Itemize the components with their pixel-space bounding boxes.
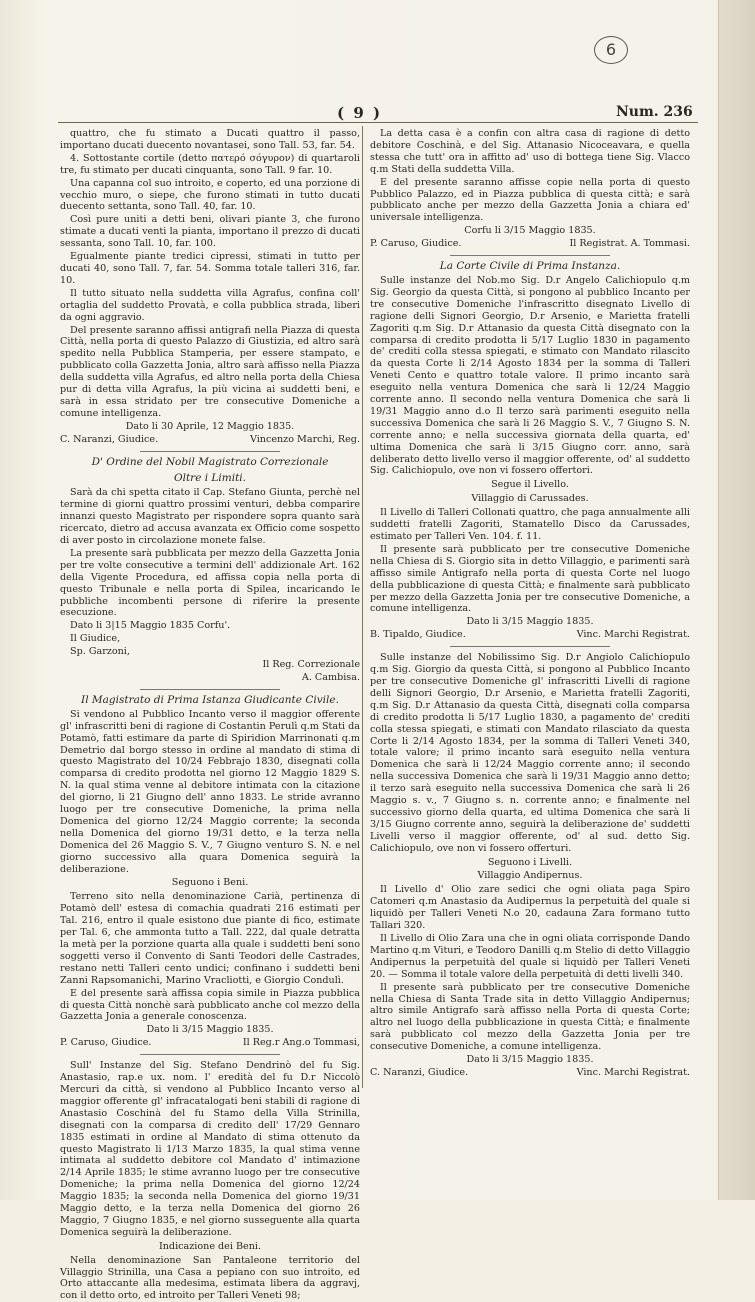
signature-line bbox=[60, 434, 360, 446]
signature-right: A. Cambisa. bbox=[301, 671, 360, 683]
signature-line bbox=[370, 1067, 690, 1079]
date-line: Corfu li 3/15 Maggio 1835. bbox=[464, 225, 596, 237]
section-divider bbox=[450, 255, 610, 256]
page-edge bbox=[718, 0, 755, 1200]
section-divider bbox=[140, 689, 280, 690]
date-line: Dato li 30 Aprile, 12 Maggio 1835. bbox=[125, 420, 295, 432]
subheading: Indicazione dei Beni. bbox=[158, 1240, 262, 1252]
issue-number: Num. 236 bbox=[616, 104, 693, 120]
paragraph: Il presente sarà pubblicato per tre consecutive Domeniche nella Chiesa di S. Giorgio sita in detto Villaggio, e parimenti sarà affisso simile Antigrafo nella porta di questa Corte nel luogo della pubblicazione di questa Città; e finalmente sarà pubblicato per mezzo della Gazzetta Jonia per tre consecutive Domeniche, a comune intelligenza. bbox=[370, 543, 690, 615]
subheading: Seguono i Beni. bbox=[171, 877, 249, 889]
handwritten-page-mark: 6 bbox=[594, 36, 628, 64]
subheading: Villaggio di Carussades. bbox=[471, 493, 589, 505]
paragraph: Sulle instanze del Nobilissimo Sig. D.r Angiolo Calichiopulo q.m Sig. Giorgio da questa Città, si pongono al Pubblico Incanto per tre consecutive Domeniche gl' infrascritti Livelli di ragione delli Signori Georgio, D.r Arsenio, e Marietta fratelli Zagoriti, q.m Sig. D.r Attanasio da questa Città, disegnati colla comparsa di credito prodotta li 5/17 Luglio 1830, a pagamento de' crediti colla stessa spiegati, e stimati con Mandato rilasciato da questa Corte li 2/14 Agosto 1834, per la somma di Talleri Veneti 340, totale valore; il primo incanto sarà eseguito nella ventura Domenica che sarà li 12/24 Maggio corrente anno; il secondo nella successiva Domenica che sarà li 19/31 Maggio anno detto; il terzo sarà eseguito nella successiva Domenica che sarà li 26 Maggio s. v., 7 Giugno s. n. corrente anno; e finalmente nel successivo giorno della quarta, ed ultima Domenica che sarà li 3/15 Giugno corrente anno, seguirà la deliberazione de' suddetti Livelli verso il maggior offerente, od' al sud. detto Sig. Calichiopulo, ove non vi fossero offerturi. bbox=[370, 652, 690, 854]
paragraph: quattro, che fu stimato a Ducati quattro il passo, importano ducati duecento novantasei, sono Tall. 53, far. 54. bbox=[60, 128, 360, 151]
paragraph: La detta casa è a confin con altra casa di ragione di detto debitore Coschinà, e del Sig. Attanasio Nicoceavara, e quella stessa che tutt' ora in affitto ad' uso di bottega tiene Sig. Vlacco q.m Stati della suddetta Villa. bbox=[370, 128, 690, 175]
signature-right: Il Reg. Correzionale bbox=[262, 659, 360, 671]
section-heading: D' Ordine del Nobil Magistrato Correzionale bbox=[91, 455, 329, 468]
paragraph: Sulle instanze del Nob.mo Sig. D.r Angelo Calichiopulo q.m Sig. Georgio da questa Città, si pongono al pubblico Incanto per tre consecutive Domeniche l'infrascritto disegnato Livello di ragione delli Signori Georgio, D.r Arsenio, e Marietta fratelli Zagoriti q.m Sig. D.r Attanasio da questa Città disegnato con la comparsa di credito prodotta li 5/17 Luglio 1830 in pagamento de' crediti colla stessa spiegati, e stimato con Mandato rilascito da questa Corte li 2/14 Agosto 1834 per la somma di Talleri Veneti Cento e quattro totale valore. Il primo incanto sarà eseguito nella ventura Domenica che sarà li 12/24 Maggio corrente anno. Il secondo nella ventura Domenica che sarà li 19/31 Maggio anno d.o Il terzo sarà parimenti eseguito nella successiva Domenica che sarà li 26 Maggio S. V., 7 Giugno S. N. corrente anno; e nella successiva giornata della quarta, ed' ultima Domenica che sarà li 3/15 Giugno corr. anno, sarà deliberato detto livello verso il maggior offerente, od' al suddetto Sig. Calichiopulo, ove non vi fossero offertori. bbox=[370, 274, 690, 477]
subheading: Seguono i Livelli. bbox=[487, 856, 573, 868]
paragraph: 4. Sottostante cortile (detto πατερό σόγυρον) di quartaroli tre, fu stimato per ducati cinquanta, sono Tall. 9 far. 10. bbox=[60, 152, 360, 176]
page-number: ( 9 ) bbox=[337, 104, 383, 122]
date-line: Dato li 3/15 Maggio 1835. bbox=[466, 616, 594, 628]
paragraph: Sarà da chi spetta citato il Cap. Stefano Giunta, perchè nel termine di giorni quattro prossimi venturi, debba comparire innanzi questo Magistrato per rispondere sopra quanto sarà ricercato, dietro ad accusa avanzata ex Officio come sospetto di aver posto in circolazione monete false. bbox=[60, 487, 360, 546]
paragraph: Il Livello d' Olio zare sedici che ogni oliata paga Spiro Catomeri q.m Anastasio da Audipernus la perpetuità del quale si liquidò per Talleri Veneti N.o 20, cadauna Zara formano tutto Tallari 320. bbox=[370, 884, 690, 932]
section-divider bbox=[140, 451, 280, 452]
signature-line bbox=[60, 1037, 360, 1049]
section-heading: Oltre i Limiti. bbox=[173, 472, 246, 485]
section-heading: La Corte Civile di Prima Instanza. bbox=[439, 260, 621, 273]
paragraph: Egualmente piante tredici cipressi, stimati in tutto per ducati 40, sono Tall. 7, far. 54. Somma totale talleri 316, far. 10. bbox=[60, 251, 360, 286]
section-divider bbox=[450, 646, 610, 647]
signature-line bbox=[370, 238, 690, 250]
date-line: Dato li 3/15 Maggio 1835. bbox=[146, 1024, 274, 1036]
signer-registrar: Il Reg.r Ang.o Tommasi, bbox=[242, 1037, 360, 1049]
signer-registrar: Vincenzo Marchi, Reg. bbox=[249, 433, 360, 445]
signer-judge: P. Caruso, Giudice. bbox=[370, 238, 462, 250]
left-column bbox=[60, 128, 360, 1302]
paragraph: Del presente saranno affissi antigrafi nella Piazza di questa Città, nella porta di questo Palazzo di Giustizia, ed altro sarà spedito nella Pubblica Stamperia, per essere stampato, e pubblicato colla Gazzetta Jonia, altro sarà affisso nella Piazza della suddetta villa Agrafus, ed altro nella porta della Chiesa pur di detta villa Agrafus, la più vicina ai suddetti beni, e sarà in essa stridato per tre consecutive Domeniche a comune intelligenza. bbox=[60, 324, 360, 419]
paragraph: Terreno sito nella denominazione Carià, pertinenza di Potamò dell' estesa di comachia quadrati 216 estimati per Tal. 216, entro il quale esistono due piante di fico, estimate per Tal. 6, che ammonta tutto a Tall. 222, dal quale detratta la metà per la porzione quarta alla quale i suddetti beni sono soggetti verso il Convento di Santi Teodori delle Castrades, restano netti Talleri cento undici; confinano i suddetti beni Zanni Rapsomanichi, Marino Vracliotti, e Giorgio Condulì. bbox=[60, 891, 360, 986]
paragraph: Una capanna col suo introito, e coperto, ed una porzione di vecchio muro, o siepe, che furono stimati in tutto ducati duecento settanta, sono Tall. 40, far. 10. bbox=[60, 177, 360, 213]
header-rule bbox=[58, 122, 698, 123]
paragraph: E del presente saranno affisse copie nella porta di questo Pubblico Palazzo, ed in Piazza pubblica di questa città; e sarà pubblicato anche per mezzo della Gazzetta Jonia a chiara ed' universale intelligenza. bbox=[370, 176, 690, 224]
signer-registrar: Il Registrat. A. Tommasi. bbox=[569, 238, 690, 250]
paragraph: Si vendono al Pubblico Incanto verso il maggior offerente gl' infrascritti beni di ragione di Costantin Perulì q.m Stati da Potamò, fatti estimare da parte di Spiridion Marrinonati q.m Demetrio dal borgo stesso in ordine al mandato di stima di questo Magistrato del 10/24 Febbrajo 1830, disegnati colla comparsa di credito prodotta nel giorno 12 Maggio 1829 S. N. la qual stima venne al debitore intimata con la citazione del giorno, li 21 Giugno dell' anno 1833. Le stride avranno luogo per tre consecutive Domeniche, la prima nella Domenica del giorno 12/24 Maggio corrente; la seconda nella Domenica del giorno 19/31 detto, e la terza nella Domenica del 26 Maggio S. V., 7 Giugno venturo S. N. e nel giorno successivo alla quara Domenica seguirà la deliberazione. bbox=[60, 708, 360, 875]
date-line: Dato li 3/15 Maggio 1835. bbox=[466, 1054, 594, 1066]
column-divider bbox=[362, 126, 363, 1088]
signature-line bbox=[370, 629, 690, 641]
section-divider bbox=[140, 1054, 280, 1055]
paragraph: Nella denominazione San Pantaleone territorio del Villaggio Strinilla, una Casa a pepiano con suo introito, ed Orto attaccante alla medesima, estimata libera da aggravj, con il detto orto, ed introito per Talleri Veneti 98; bbox=[60, 1254, 360, 1302]
paragraph: Sp. Garzoni, bbox=[70, 646, 130, 658]
signer-judge: C. Naranzi, Giudice. bbox=[60, 433, 159, 445]
subheading: Villaggio Andipernus. bbox=[477, 870, 583, 882]
paragraph: Sull' Instanze del Sig. Stefano Dendrinò del fu Sig. Anastasio, rap.e ux. nom. l' eredità del fu D.r Niccolò Mercuri da città, si vendono al Pubblico Incanto verso al maggior offerente gl' infracatalogati beni stabili di ragione di Anastasio Coschinà del fu Stamo della Villa Strinilla, disegnati con la comparsa di credito dell' 17/29 Gennaro 1835 estimati in ordine al Mandato di stima ottenuto da questo Magistrato li 1/13 Marzo 1835, la qual stima venne intimata al suddetto debitore col Mandato d' intimazione 2/14 Aprile 1835; le stime avranno luogo per tre consecutive Domeniche; la prima nella Domenica del giorno 12/24 Maggio 1835; la seconda nella Domenica del giorno 19/31 Maggio detto, e la terza nella Domenica del giorno 26 Maggio, 7 Giugno 1835, e nel giorno susseguente alla quarta Domenica seguirà la deliberazione. bbox=[60, 1060, 360, 1238]
paragraph: Il Livello di Olio Zara una che in ogni oliata corrisponde Dando Martino q.m Vituri, e Teodoro Danilli q.m Stelio di detto Villaggio Andipernus la perpetuità del quale si liquidò per Talleri Veneti 20. — Somma il totale valore della perpetuità di detti livelli 340. bbox=[370, 933, 690, 980]
signer-judge: B. Tipaldo, Giudice. bbox=[370, 629, 466, 641]
paragraph: Il Livello di Talleri Collonati quattro, che paga annualmente alli suddetti fratelli Zagoriti, Stamatello Disco da Carussades, estimato per Talleri Ven. 104. f. 11. bbox=[370, 507, 690, 542]
signer-registrar: Vinc. Marchi Registrat. bbox=[576, 629, 690, 641]
paragraph: Il tutto situato nella suddetta villa Agrafus, confina coll' ortaglia del suddetto Provatà, e colla pubblica strada, liberi da ogni aggravio. bbox=[60, 287, 360, 323]
paragraph: Il presente sarà pubblicato per tre consecutive Domeniche nella Chiesa di Santa Trade sita in detto Villaggio Andipernus; altro simile Antigrafo sarà affisso nella Porta di questa Corte; altro nel luogo della pubblicazione in questa Città; e finalmente sarà pubblicato col mezzo della Gazzetta Jonia per tre consecutive Domeniche, a comune intelligenza. bbox=[370, 981, 690, 1053]
signer-judge: P. Caruso, Giudice. bbox=[60, 1037, 152, 1049]
signer-registrar: Vinc. Marchi Registrat. bbox=[576, 1066, 690, 1078]
paragraph: La presente sarà pubblicata per mezzo della Gazzetta Jonia per tre volte consecutive a termini dell' addizionale Art. 162 della Vigente Procedura, ed affissa copia nella porta di questo Tribunale e nella porta di Spilea, incaricando le pubbliche incombenti persone di riferire la presente esecuzione. bbox=[60, 547, 360, 619]
paragraph: Dato li 3|15 Maggio 1835 Corfu'. bbox=[70, 620, 231, 632]
subheading: Segue il Livello. bbox=[491, 479, 569, 491]
paragraph: E del presente sarà affissa copia simile in Piazza pubblica di questa Città nonchè sarà pubblicato anche col mezzo della Gazzetta Jonia a generale conoscenza. bbox=[60, 987, 360, 1023]
signer-judge: C. Naranzi, Giudice. bbox=[370, 1066, 469, 1078]
paragraph: Così pure uniti a detti beni, olivari piante 3, che furono stimate a ducati venti la pianta, importano il prezzo di ducati sessanta, sono Tall. 10, far. 100. bbox=[60, 214, 360, 250]
paragraph: Il Giudice, bbox=[70, 633, 121, 645]
section-heading: Il Magistrato di Prima Istanza Giudicante Civile. bbox=[81, 693, 339, 706]
right-column bbox=[370, 128, 690, 1084]
